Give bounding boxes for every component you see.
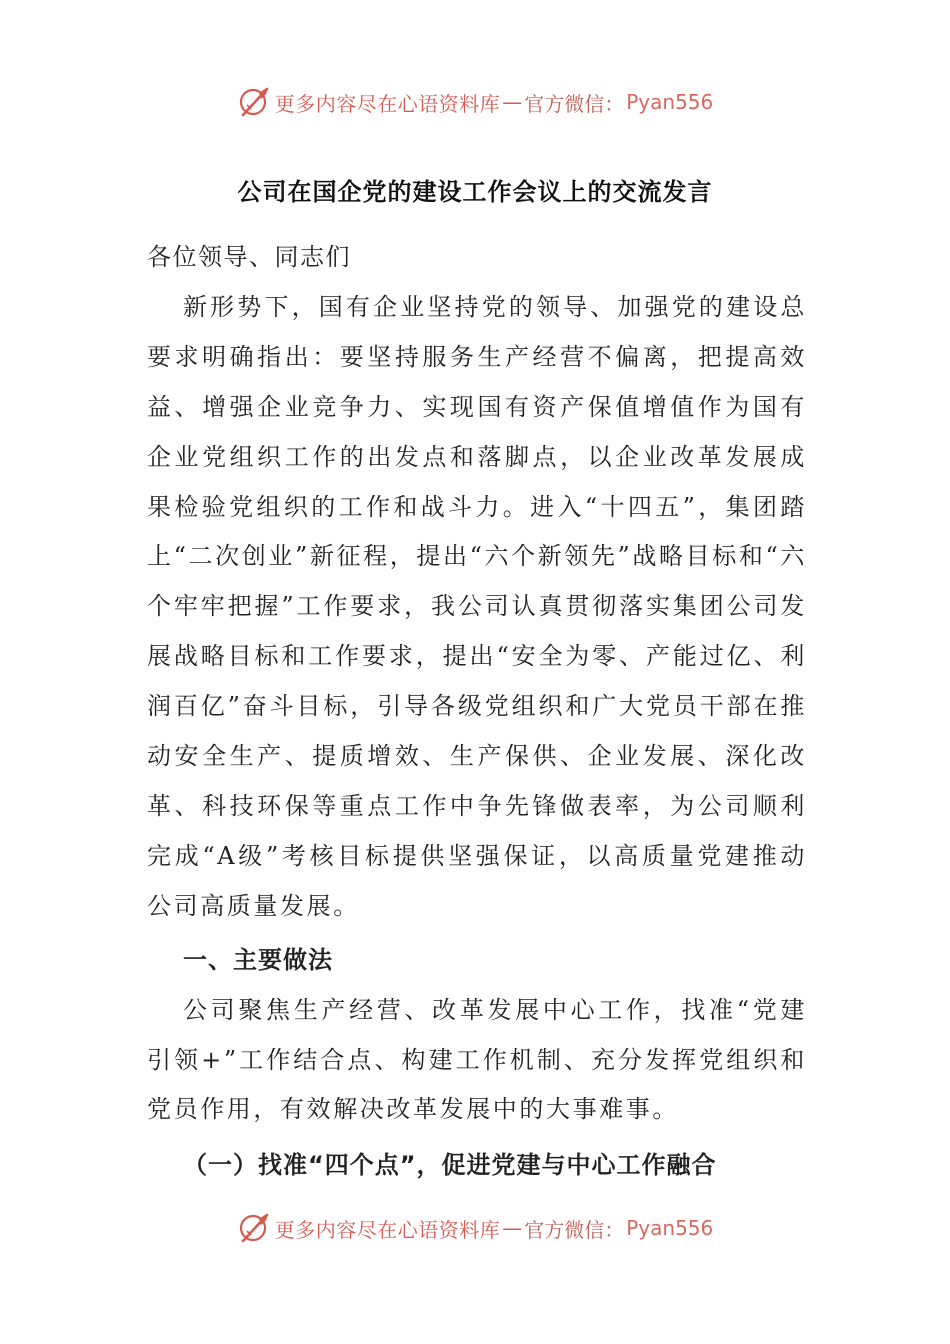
quill-logo-icon — [237, 85, 271, 119]
watermark-footer — [0, 1208, 950, 1248]
quill-logo-icon — [237, 1211, 271, 1245]
document-body — [147, 233, 807, 1191]
watermark-wechat-id: Pyan556 — [626, 90, 714, 114]
watermark-header — [0, 82, 950, 122]
watermark-separator: — — [502, 1216, 523, 1240]
watermark-brand: 更多内容尽在心语资料库 — [274, 91, 501, 116]
paragraph: 新形势下，国有企业坚持党的领导、加强党的建设总要求明确指出：要坚持服务生产经营不偏离，把提高效益、增强企业竞争力、实现国有资产保值增值作为国有企业党组织工作的出发点和落脚点，以企业改革发展成果检验党组织的工作和战斗力。进入“十四五”，集团踏上“二次创业”新征程，提出“六个新领先”战略目标和“六个牢牢把握”工作要求，我公司认真贯彻落实集团公司发展战略目标和工作要求，提出“安全为零、产能过亿、利润百亿”奋斗目标，引导各级党组织和广大党员干部在推动安全生产、提质增效、生产保供、企业发展、深化改革、科技环保等重点工作中争先锋做表率，为公司顺利完成“A级”考核目标提供坚强保证，以高质量党建推动公司高质量发展。 — [147, 292, 807, 920]
document-title: 公司在国企党的建设工作会议上的交流发言 — [237, 178, 713, 206]
watermark-wechat-label: 官方微信： — [524, 1217, 625, 1242]
watermark-separator: — — [502, 90, 523, 114]
watermark-brand: 更多内容尽在心语资料库 — [274, 1217, 501, 1242]
salutation: 各位领导、同志们 — [147, 243, 351, 271]
subsection-heading: （一）找准“四个点”，促进党建与中心工作融合 — [183, 1151, 717, 1180]
watermark-wechat-id: Pyan556 — [626, 1216, 714, 1240]
section-heading: 一、主要做法 — [183, 945, 333, 974]
paragraph: 公司聚焦生产经营、改革发展中心工作，找准“党建引领+”工作结合点、构建工作机制、充分发挥党组织和党员作用，有效解决改革发展中的大事难事。 — [147, 995, 807, 1124]
watermark-wechat-label: 官方微信： — [524, 91, 625, 116]
